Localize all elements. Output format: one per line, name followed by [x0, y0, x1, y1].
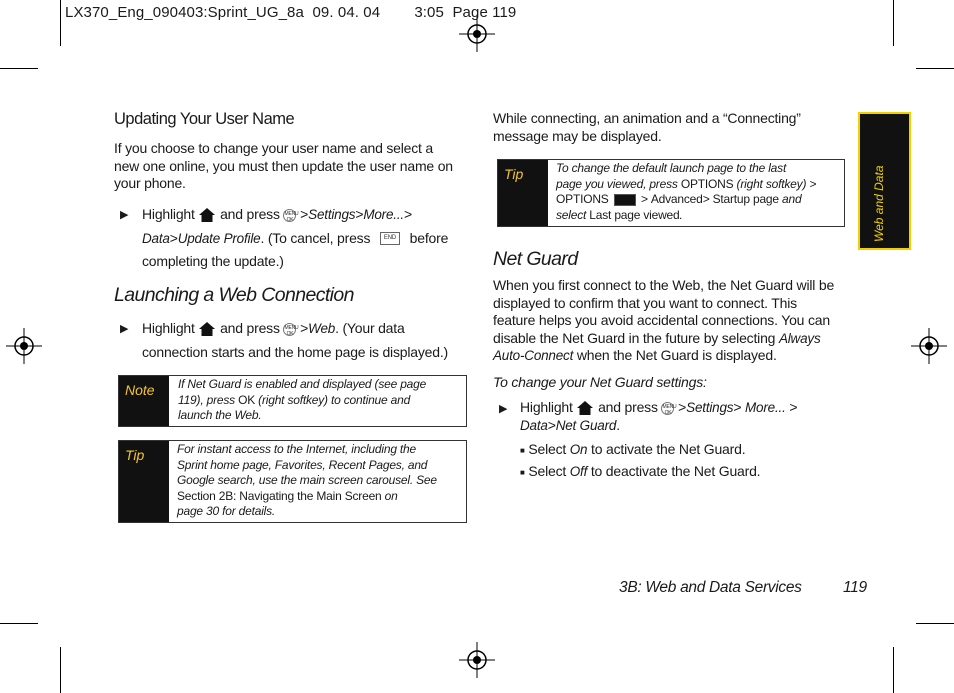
crop-mark: [916, 623, 954, 624]
footer-section: 3B: Web and Data Services: [619, 579, 802, 596]
updating-intro: If you choose to change your user name and select a new one online, you must then update the user name on your phone.: [114, 140, 453, 191]
note-text: If Net Guard is enabled and displayed (see page 119), press OK (right softkey) to continue and launch the Web.: [178, 377, 427, 422]
crop-mark: [60, 0, 61, 46]
launching-step: Highlight and press MENU OK >Web. (Your data connection starts and the home page is displayed.): [142, 320, 448, 360]
registration-mark-icon: [459, 642, 495, 678]
note-label: Note: [119, 376, 169, 426]
tip-text: To change the default launch page to the last page you viewed, press OPTIONS (right softkey) > OPTIONS > Advanced> Startup page and select Last page viewed.: [556, 161, 817, 222]
registration-mark-icon: [911, 328, 947, 364]
bullet-select-off: ■ Select Off to deactivate the Net Guard.: [520, 463, 761, 479]
home-icon: [198, 207, 216, 223]
crop-mark: [893, 647, 894, 693]
section-heading-launching: Launching a Web Connection: [114, 284, 354, 306]
step-arrow-icon: ▶: [499, 403, 508, 415]
crop-mark: [893, 0, 894, 46]
connecting-text: While connecting, an animation and a “Connecting” message may be displayed.: [493, 110, 801, 144]
home-icon: [576, 400, 594, 416]
print-header: LX370_Eng_090403:Sprint_UG_8a 09. 04. 04 3:05 Page 119: [65, 4, 517, 21]
side-tab-label: Web and Data: [872, 165, 886, 242]
section-heading-updating: Updating Your User Name: [114, 110, 295, 128]
menu-ok-key-icon: MENU OK: [662, 403, 677, 416]
bullet-square-icon: ■: [520, 445, 525, 455]
net-guard-paragraph: When you first connect to the Web, the Net Guard will be displayed to confirm that you want to connect. This feature helps you avoid accidental connections. You can disable the Net Guard in the future by selecting Always Auto-Connect when the Net Guard is displayed.: [493, 277, 835, 363]
crop-mark: [916, 68, 954, 69]
crop-mark: [60, 647, 61, 693]
registration-mark-icon: [459, 16, 495, 52]
options-softkey-icon: [614, 194, 636, 206]
tip-text: For instant access to the Internet, including the Sprint home page, Favorites, Recent Pages, and Google search, use the main screen carousel. See Section 2B: Navigating the Main Screen on page 30 for details.: [177, 442, 437, 518]
tip-box-right: [497, 159, 845, 227]
net-guard-step: Highlight and press MENU OK >Settings> More... > Data>Net Guard.: [520, 399, 798, 433]
side-tab: [858, 112, 911, 250]
bullet-square-icon: ■: [520, 467, 525, 477]
end-key-icon: END: [380, 232, 400, 245]
menu-ok-key-icon: MENU OK: [284, 210, 299, 223]
bullet-select-on: ■ Select On to activate the Net Guard.: [520, 441, 746, 457]
step-arrow-icon: ▶: [120, 209, 129, 221]
section-heading-net-guard: Net Guard: [493, 248, 578, 270]
tip-box-left: [118, 440, 467, 523]
tip-label: Tip: [498, 160, 548, 226]
net-guard-howto: To change your Net Guard settings:: [493, 374, 707, 390]
crop-mark: [0, 68, 38, 69]
step-arrow-icon: ▶: [120, 323, 129, 335]
home-icon: [198, 321, 216, 337]
crop-mark: [0, 623, 38, 624]
note-box: [118, 375, 467, 427]
tip-label: Tip: [119, 441, 169, 522]
menu-ok-key-icon: MENU OK: [284, 324, 299, 337]
updating-step: Highlight and press MENU OK >Settings>More...> Data>Update Profile. (To cancel, press END before completing the update.): [142, 206, 449, 269]
footer-page-number: 119: [843, 579, 867, 596]
registration-mark-icon: [6, 328, 42, 364]
